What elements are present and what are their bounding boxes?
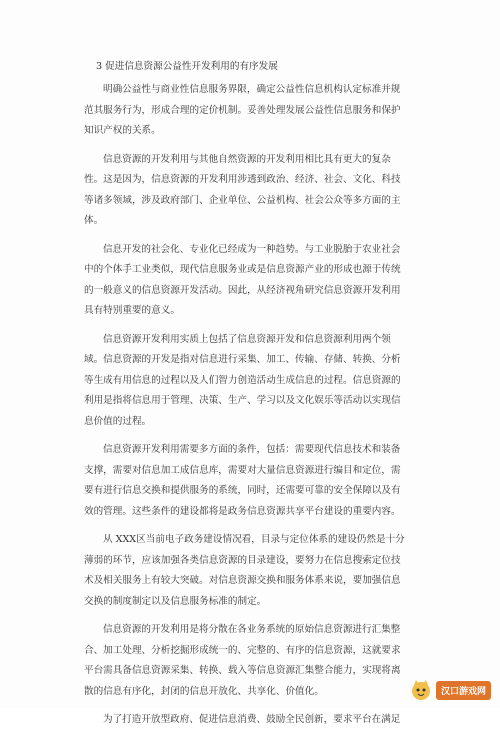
- paragraph-list: [84, 80, 414, 731]
- paragraph: [84, 710, 414, 731]
- paragraph: [84, 80, 414, 142]
- watermark-text: 汉口游戏网: [436, 681, 491, 700]
- text-line: 信息资源的开发利用与其他自然资源的开发利用相比具有更大的复杂: [103, 153, 391, 165]
- text-line: 合、加工处理、分析挖掘形成统一的、完整的、有序的信息资源，这就要求: [84, 644, 401, 656]
- text-line: 信息资源开发利用实质上包括了信息资源开发和信息资源利用两个领: [103, 333, 391, 345]
- text-line: 利用是指将信息用于管理、决策、生产、学习以及文化娱乐等活动以实现信: [84, 395, 401, 406]
- text-line: 的一般意义的信息资源开发活动。因此，从经济视角研究信息资源开发利用: [84, 284, 401, 296]
- text-line: 从 XXX区当前电子政务建设情况看，目录与定位体系的建设仍然是十分: [103, 534, 405, 545]
- text-line: 明确公益性与商业性信息服务界限，确定公益性信息机构认定标准并规: [103, 84, 401, 95]
- paragraph: [84, 620, 414, 702]
- cat-mascot-icon: [410, 679, 432, 701]
- paragraph: [84, 530, 414, 612]
- text-line: 等生成有用信息的过程以及人们智力创造活动生成信息的过程。信息资源的: [84, 374, 401, 386]
- document-content: [84, 60, 414, 731]
- text-line: 知识产权的关系。: [84, 125, 161, 136]
- section-heading: 3 促进信息资源公益性开发利用的有序发展: [96, 61, 278, 72]
- text-line: 效的管理。这些条件的建设都将是政务信息资源共享平台建设的重要内容。: [84, 505, 401, 517]
- text-line: 术及相关服务上有较大突破。对信息资源交换和服务体系来说，要加强信息: [84, 575, 401, 586]
- paragraph: [84, 150, 414, 232]
- text-line: 具有特别重要的意义。: [84, 305, 180, 316]
- text-line: 为了打造开放型政府、促进信息消费、鼓励全民创新，要求平台在满足: [103, 714, 401, 725]
- text-line: 交换的制度制定以及信息服务标准的制定。: [84, 595, 267, 607]
- text-line: 要有进行信息交换和提供服务的系统，同时，还需要可靠的安全保障以及有: [84, 485, 401, 496]
- text-line: 平台需具备信息资源采集、转换、载入等信息资源汇集整合能力，实现将离: [84, 665, 401, 676]
- paragraph: [84, 440, 414, 522]
- text-line: 信息资源开发利用需要多方面的条件，包括：需要现代信息技术和装备: [103, 444, 401, 455]
- text-line: 体。: [84, 215, 104, 226]
- text-line: 性。这是因为，信息资源的开发利用涉透到政治、经济、社会、文化、科技: [84, 174, 401, 185]
- paragraph: [84, 330, 414, 433]
- paragraph: [84, 240, 414, 322]
- text-line: 薄弱的环节，应该加强各类信息资源的目录建设，要努力在信息搜索定位技: [84, 554, 401, 566]
- text-line: 中的个体手工业类似，现代信息服务业或是信息资源产业的形成也源于传统: [84, 264, 401, 275]
- text-line: 等诸多领域，涉及政府部门、企业单位、公益机构、社会公众等多方面的主: [84, 194, 401, 206]
- text-line: 域。信息资源的开发是指对信息进行采集、加工、传输、存储、转换、分析: [84, 354, 401, 365]
- text-line: 范其服务行为，形成合理的定价机制。妥善处理发展公益性信息服务和保护: [84, 104, 401, 116]
- text-line: 息价值的过程。: [84, 415, 152, 427]
- text-line: 支撑，需要对信息加工成信息库，需要对大量信息资源进行编目和定位，需: [84, 464, 401, 476]
- text-line: 散的信息有序化，封闭的信息开放化、共享化、价值化。: [84, 685, 324, 697]
- text-line: 信息资源的开发利用是将分散在各业务系统的原始信息资源进行汇集整: [103, 624, 401, 635]
- site-watermark: [410, 678, 492, 702]
- text-line: 信息开发的社会化、专业化已经成为一种趋势。与工业脱胎于农业社会: [103, 243, 401, 255]
